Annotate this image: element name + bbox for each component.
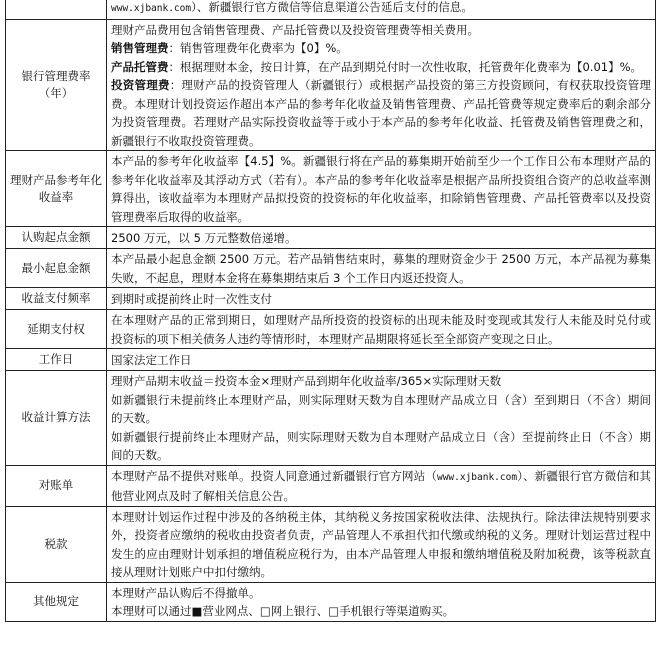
text-segment: 本理财产品认购后不得撤单。 — [111, 585, 261, 600]
text-segment: 理财产品费用包含销售管理费、产品托管费以及投资管理费等相关费用。 — [111, 22, 479, 37]
row-label: 银行管理费率（年） — [6, 19, 107, 151]
text-segment: 理财产品期末收益＝投资本金×理财产品到期年化收益率/365×实际理财天数 — [111, 374, 502, 388]
content-paragraph — [111, 152, 651, 226]
row-working-day — [6, 349, 656, 371]
content-paragraph — [111, 58, 651, 77]
row-content — [107, 227, 656, 249]
text-segment: 本产品最小起息金额 2500 万元。若产品销售结束时，募集的理财资金少于 2500 万元，本产品视为募集失败，不起息，理财本金将在募集期结束后 3 个工作日内返还投资人。 — [111, 252, 651, 285]
content-paragraph — [111, 229, 651, 248]
text-segment: 本理财计划运作过程中涉及的各纳税主体，其纳税义务按国家税收法律、法规执行。除法律法规特别要求外，投资者应缴纳的税收由投资者负责，产品管理人不承担代扣代缴或纳税的义务。理财计划运营过程中发生的应由理财计划承担的增值税应税行为，由本产品管理人申报和缴纳增值税及附加税费，该等税款直接从理财计划账户中扣付缴纳。 — [111, 509, 651, 579]
row-content — [107, 465, 656, 506]
product-terms-body — [6, 0, 656, 621]
content-paragraph — [111, 39, 651, 58]
row-continued-notice — [6, 0, 656, 19]
text-segment: 如新疆银行提前终止本理财产品，则实际理财天数为自本理财产品成立日（含）至提前终止日（不含）期间的天数。 — [111, 429, 651, 462]
row-content — [107, 371, 656, 466]
content-paragraph — [111, 467, 651, 506]
row-label: 最小起息金额 — [6, 249, 107, 288]
text-segment: 本产品的参考年化收益率【4.5】%。新疆银行将在产品的募集期开始前至少一个工作日公布本理财产品的参考年化收益率及其浮动方式（若有）。本产品的参考年化收益率是根据产品所投资组合资产的总收益率测算得出，该收益率为本理财产品拟投资的投资标的年化收益率，扣除销售管理费、产品托管费率以及投资管理费率后取得的收益率。 — [111, 154, 651, 224]
row-label: 收益支付频率 — [6, 288, 107, 310]
website-url: www.xjbank.com — [436, 471, 518, 483]
text-segment: 到期时或提前终止时一次性支付 — [111, 291, 272, 306]
row-label: 工作日 — [6, 349, 107, 371]
content-paragraph — [111, 0, 651, 19]
text-segment: 本理财产品不提供对账单。投资人同意通过新疆银行官方网站（ — [111, 468, 437, 483]
row-reference-annual-yield — [6, 151, 656, 227]
row-label: 认购起点金额 — [6, 227, 107, 249]
content-paragraph — [111, 311, 651, 348]
row-content — [107, 151, 656, 227]
text-segment: 本理财可以通过■营业网点、□网上银行、□手机银行等渠道购买。 — [111, 604, 455, 618]
content-paragraph — [111, 21, 651, 40]
content-paragraph — [111, 602, 651, 621]
text-segment: 如新疆银行未提前终止本理财产品，则实际理财天数为自本理财产品成立日（含）至到期日（不含）期间的天数。 — [111, 392, 651, 425]
row-label: 其他规定 — [6, 582, 107, 621]
row-content — [107, 249, 656, 288]
row-content — [107, 506, 656, 582]
row-content — [107, 0, 656, 19]
content-paragraph — [111, 372, 651, 391]
fee-term: 产品托管费 — [111, 59, 169, 74]
content-paragraph — [111, 508, 651, 582]
product-terms-table — [5, 0, 656, 622]
row-label — [6, 0, 107, 19]
content-paragraph — [111, 391, 651, 428]
content-paragraph — [111, 76, 651, 150]
text-segment: ：理财产品的投资管理人（新疆银行）或根据产品投资的第三方投资顾问，有权获取投资管理费。本理财计划投资运作超出本产品的参考年化收益及销售管理费、产品托管费等规定费率后的剩余部分为投资管理费。若理财产品实际投资收益等于或小于本产品的参考年化收益、托管费及销售管理费之和，新疆银行不收取投资管理费。 — [111, 78, 652, 148]
content-paragraph — [111, 428, 651, 465]
text-segment: ）、新疆银行官方微信等信息渠道公告延后支付的信息。 — [191, 0, 473, 14]
row-label: 税款 — [6, 506, 107, 582]
row-label: 延期支付权 — [6, 310, 107, 349]
text-segment: ：根据理财本金，按日计算，在产品到期兑付时一次性收取，托管费年化费率为【0.01】%。 — [168, 59, 643, 74]
row-other-provisions — [6, 582, 656, 621]
text-segment: ：销售管理费年化费率为【0】%。 — [168, 41, 348, 55]
row-statement — [6, 465, 656, 506]
text-segment: 国家法定工作日 — [111, 352, 192, 367]
row-content — [107, 288, 656, 310]
text-segment: ）、新疆银行官方微信和其他营业网点及时了解相关信息公告。 — [111, 468, 651, 503]
text-segment: 在本理财产品的正常到期日，如理财产品所投资的投资标的出现未能及时变现或其发行人未能及时兑付或投资标的项下相关债务人违约等情形时，本理财产品期限将延长至全部资产变现之日止。 — [111, 313, 651, 346]
row-label: 收益计算方法 — [6, 371, 107, 466]
row-tax — [6, 506, 656, 582]
content-paragraph — [111, 351, 651, 370]
text-segment: 2500 万元，以 5 万元整数倍递增。 — [111, 230, 297, 245]
content-paragraph — [111, 290, 651, 309]
row-label: 理财产品参考年化收益率 — [6, 151, 107, 227]
row-content — [107, 582, 656, 621]
row-label: 对账单 — [6, 465, 107, 506]
row-deferred-payment-right — [6, 310, 656, 349]
website-url: www.xjbank.com — [111, 3, 192, 14]
row-income-payment-frequency — [6, 288, 656, 310]
row-content — [107, 310, 656, 349]
content-paragraph — [111, 584, 651, 603]
row-subscription-min-amount — [6, 227, 656, 249]
row-income-calculation-method — [6, 371, 656, 466]
fee-term: 投资管理费 — [111, 78, 170, 92]
row-min-value-date-amount — [6, 249, 656, 288]
fee-term: 销售管理费 — [111, 41, 169, 55]
row-content — [107, 349, 656, 371]
row-bank-management-fee-rate — [6, 19, 656, 151]
content-paragraph — [111, 250, 651, 287]
row-content — [107, 19, 656, 151]
